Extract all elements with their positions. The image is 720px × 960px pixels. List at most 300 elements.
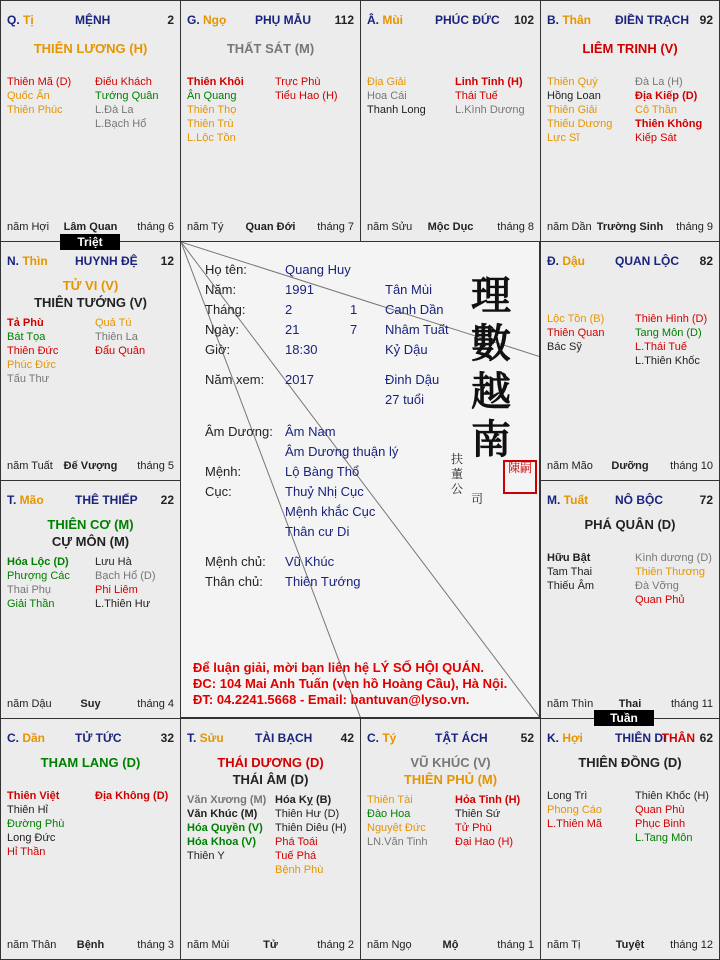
footer-stage: Suy bbox=[80, 698, 101, 710]
minor-star: L.Kình Dương bbox=[455, 104, 525, 116]
palace-stem: G. bbox=[187, 13, 200, 27]
minor-star: Lực Sĩ bbox=[547, 132, 580, 144]
minor-star: Phong Cáo bbox=[547, 804, 603, 816]
palace-the-thiep bbox=[0, 480, 181, 719]
footer-month: tháng 1 bbox=[497, 939, 534, 951]
palace-header bbox=[547, 493, 713, 507]
minor-star: Nguyệt Đức bbox=[367, 822, 426, 834]
footer-year: năm Mùi bbox=[187, 939, 230, 951]
minor-stars-left bbox=[547, 75, 612, 145]
palace-number: 102 bbox=[513, 13, 534, 27]
footer-stage: Dưỡng bbox=[611, 460, 649, 472]
major-star: THIÊN ĐỒNG (D) bbox=[578, 755, 682, 770]
minor-star: Thiên Không bbox=[635, 118, 703, 130]
value-thang-al: 1 bbox=[350, 302, 358, 317]
minor-star: Thanh Long bbox=[367, 104, 426, 116]
palace-number: 72 bbox=[699, 493, 713, 507]
palace-stem: C. bbox=[7, 731, 19, 745]
palace-position bbox=[7, 13, 34, 27]
calligraphy-vertical-1: 扶 董 公 bbox=[451, 452, 464, 496]
minor-stars-right bbox=[95, 316, 145, 358]
value-ho-ten: Quang Huy bbox=[285, 262, 351, 277]
footer-stage: Mộ bbox=[442, 939, 459, 951]
center-info-panel bbox=[180, 241, 540, 718]
minor-star: Thiên Quý bbox=[547, 76, 598, 88]
palace-header bbox=[187, 731, 354, 745]
palace-header bbox=[7, 13, 174, 27]
palace-footer bbox=[367, 221, 534, 235]
value-cuc-2: Mệnh khắc Cục bbox=[285, 504, 376, 519]
minor-stars-right bbox=[455, 793, 520, 849]
palace-stem: N. bbox=[7, 254, 19, 268]
palace-header bbox=[547, 254, 713, 268]
palace-stem: T. bbox=[187, 731, 197, 745]
footer-year: năm Mão bbox=[547, 460, 593, 472]
value-menh: Lộ Bàng Thổ bbox=[285, 464, 360, 479]
minor-star: Thiên Sứ bbox=[455, 808, 501, 820]
palace-name: TỬ TỨC bbox=[75, 731, 122, 745]
minor-star: Thiếu Dương bbox=[547, 118, 613, 130]
minor-stars-left bbox=[547, 312, 604, 354]
palace-header bbox=[367, 13, 534, 27]
palace-header bbox=[367, 731, 534, 745]
major-star: THIÊN PHỦ (M) bbox=[403, 772, 498, 787]
major-star: THẤT SÁT (M) bbox=[226, 41, 315, 56]
label-menh-chu: Mệnh chủ: bbox=[205, 554, 266, 569]
minor-star: Thiên Hỉ bbox=[7, 804, 48, 816]
palace-header bbox=[547, 13, 713, 27]
palace-name: QUAN LỘC bbox=[615, 254, 679, 268]
palace-position bbox=[367, 13, 403, 27]
label-nam: Năm: bbox=[205, 282, 237, 297]
minor-star: Quan Phù bbox=[635, 804, 685, 816]
value-than-chu: Thiên Tướng bbox=[285, 574, 361, 589]
footer-year: năm Dần bbox=[547, 221, 592, 233]
minor-star: Phượng Các bbox=[7, 570, 70, 582]
minor-star: Thai Phụ bbox=[7, 584, 52, 596]
palace-number: 12 bbox=[160, 254, 174, 268]
minor-star: Trực Phù bbox=[275, 76, 321, 88]
palace-name: THÊ THIẾP bbox=[75, 493, 138, 507]
minor-star: Thiên Giải bbox=[547, 104, 598, 116]
footer-month: tháng 3 bbox=[137, 939, 174, 951]
minor-stars-right bbox=[635, 789, 709, 845]
minor-stars-left bbox=[7, 316, 58, 386]
contact-line-3: ĐT: 04.2241.5668 - Email: bantuvan@lyso.vn. bbox=[193, 692, 470, 707]
red-seal-stamp: 陳嗣 bbox=[503, 460, 537, 494]
palace-header bbox=[7, 254, 174, 268]
palace-number: 82 bbox=[699, 254, 713, 268]
minor-star: Thiên Khốc (H) bbox=[635, 790, 709, 802]
minor-stars-left bbox=[547, 551, 594, 593]
value-am-duong-2: Âm Dương thuận lý bbox=[285, 444, 399, 459]
minor-star: Lưu Hà bbox=[95, 556, 132, 568]
contact-line-2: ĐC: 104 Mai Anh Tuấn (ven hồ Hoàng Cầu), Hà Nội. bbox=[193, 676, 508, 691]
footer-month: tháng 9 bbox=[676, 221, 713, 233]
minor-star: Đà Vỡng bbox=[635, 580, 679, 592]
minor-stars-left bbox=[7, 789, 64, 859]
palace-position bbox=[187, 731, 224, 745]
minor-star: Thiên Hư (D) bbox=[275, 808, 340, 820]
label-gio: Giờ: bbox=[205, 342, 231, 357]
footer-year: năm Tý bbox=[187, 221, 224, 233]
minor-stars-right bbox=[95, 789, 168, 803]
footer-month: tháng 2 bbox=[317, 939, 354, 951]
palace-dien-trach bbox=[540, 0, 720, 242]
major-star: THAM LANG (D) bbox=[40, 755, 141, 770]
palace-thien-di bbox=[540, 718, 720, 960]
minor-star: Bệnh Phù bbox=[275, 864, 324, 876]
minor-stars-right bbox=[95, 555, 156, 611]
value-gio: 18:30 bbox=[285, 342, 318, 357]
label-am-duong: Âm Dương: bbox=[205, 424, 273, 439]
minor-star: Thiên Việt bbox=[7, 790, 60, 802]
minor-star: Tang Môn (D) bbox=[635, 327, 702, 339]
label-menh: Mệnh: bbox=[205, 464, 242, 479]
minor-star: Bác Sỹ bbox=[547, 341, 582, 353]
minor-stars-right bbox=[95, 75, 159, 131]
minor-star: Tấu Thư bbox=[7, 373, 50, 385]
footer-month: tháng 7 bbox=[317, 221, 354, 233]
minor-star: Tả Phù bbox=[7, 317, 44, 329]
palace-number: 42 bbox=[340, 731, 354, 745]
minor-star: Thiên Mã (D) bbox=[7, 76, 72, 88]
footer-year: năm Dậu bbox=[7, 698, 52, 710]
minor-star: Long Trì bbox=[547, 790, 588, 802]
label-ho-ten: Họ tên: bbox=[205, 262, 247, 277]
calligraphy-vertical-2: 司 bbox=[471, 492, 484, 506]
minor-stars-left bbox=[367, 75, 426, 117]
minor-star: Đẩu Quân bbox=[95, 345, 146, 357]
calligraphy-char-1: 理 bbox=[471, 272, 511, 319]
minor-star: Thiếu Âm bbox=[547, 580, 595, 592]
footer-month: tháng 5 bbox=[137, 460, 174, 472]
minor-stars-right bbox=[635, 551, 712, 607]
palace-phu-mau bbox=[180, 0, 361, 242]
minor-star: Thiên Thọ bbox=[187, 104, 237, 116]
minor-stars-right bbox=[635, 75, 702, 145]
value-ngay-can: Nhâm Tuất bbox=[385, 322, 449, 337]
minor-star: L.Thiên Khốc bbox=[635, 355, 700, 367]
minor-star: LN.Văn Tinh bbox=[367, 836, 428, 848]
palace-footer bbox=[7, 221, 174, 235]
palace-header bbox=[187, 13, 354, 27]
footer-month: tháng 4 bbox=[137, 698, 174, 710]
label-nam-xem: Năm xem: bbox=[205, 372, 265, 387]
minor-star: L.Đà La bbox=[95, 104, 134, 116]
minor-star: Bát Tọa bbox=[7, 331, 46, 343]
minor-stars-left bbox=[187, 75, 244, 145]
minor-star: Địa Giải bbox=[367, 76, 407, 88]
minor-star: Địa Kiếp (D) bbox=[635, 90, 698, 102]
major-star: TỬ VI (V) bbox=[62, 278, 119, 293]
palace-tai-bach bbox=[180, 718, 361, 960]
palace-footer bbox=[187, 221, 354, 235]
minor-star: L.Bạch Hổ bbox=[95, 118, 147, 130]
palace-than-label: THÂN bbox=[661, 731, 695, 745]
palace-header bbox=[547, 731, 713, 745]
palace-name: THIÊN DI bbox=[615, 731, 667, 745]
minor-stars-left bbox=[7, 555, 70, 611]
palace-name: ĐIỀN TRẠCH bbox=[615, 13, 689, 27]
minor-star: Thiên Trù bbox=[187, 118, 234, 130]
minor-star: Thiên Y bbox=[187, 850, 225, 862]
major-star: CỰ MÔN (M) bbox=[51, 534, 130, 549]
palace-footer bbox=[547, 460, 713, 474]
palace-number: 112 bbox=[334, 13, 354, 27]
palace-name: TẬT ÁCH bbox=[435, 731, 488, 745]
footer-year: năm Thìn bbox=[547, 698, 594, 710]
major-star: VŨ KHÚC (V) bbox=[410, 755, 491, 770]
footer-month: tháng 6 bbox=[137, 221, 174, 233]
palace-branch: Tị bbox=[19, 13, 34, 27]
value-ngay-al: 7 bbox=[350, 322, 358, 337]
palace-footer bbox=[187, 939, 354, 953]
major-star: THÁI DƯƠNG (D) bbox=[217, 755, 324, 770]
major-star: THIÊN TƯỚNG (V) bbox=[34, 295, 147, 310]
palace-position bbox=[547, 493, 588, 507]
palace-no-boc bbox=[540, 480, 720, 719]
value-am-duong: Âm Nam bbox=[285, 424, 336, 439]
minor-star: Phá Toái bbox=[275, 836, 318, 848]
minor-star: Đường Phù bbox=[7, 818, 65, 830]
label-cuc: Cục: bbox=[205, 484, 232, 499]
footer-month: tháng 8 bbox=[497, 221, 534, 233]
calligraphy-char-3: 越 bbox=[471, 368, 511, 415]
footer-stage: Đế Vượng bbox=[63, 460, 118, 472]
label-ngay: Ngày: bbox=[205, 322, 239, 337]
minor-star: Phi Liêm bbox=[95, 584, 138, 596]
minor-star: Linh Tinh (H) bbox=[455, 76, 523, 88]
minor-star: Kình dương (D) bbox=[635, 552, 712, 564]
value-gio-can: Kỷ Dậu bbox=[385, 342, 428, 357]
minor-star: Cô Thần bbox=[635, 104, 677, 116]
minor-star: Đào Hoa bbox=[367, 808, 411, 820]
palace-branch: Hợi bbox=[559, 731, 583, 745]
palace-huynh-de bbox=[0, 241, 181, 481]
palace-branch: Dậu bbox=[559, 254, 586, 268]
value-nam-xem-can: Đinh Dậu bbox=[385, 372, 440, 387]
minor-star: Kiếp Sát bbox=[635, 132, 677, 144]
tuan-marker: Tuần bbox=[594, 710, 654, 726]
palace-branch: Thân bbox=[559, 13, 591, 27]
palace-position bbox=[367, 731, 396, 745]
palace-stem: M. bbox=[547, 493, 561, 507]
palace-name: PHÚC ĐỨC bbox=[435, 13, 500, 27]
minor-star: Bạch Hổ (D) bbox=[95, 570, 156, 582]
minor-star: L.Thiên Hư bbox=[95, 598, 151, 610]
minor-star: Văn Xương (M) bbox=[187, 794, 267, 806]
footer-stage: Tuyệt bbox=[615, 939, 645, 951]
major-star: THIÊN CƠ (M) bbox=[47, 517, 134, 532]
minor-star: Đà La (H) bbox=[635, 76, 683, 88]
palace-stem: B. bbox=[547, 13, 559, 27]
minor-star: L.Tang Môn bbox=[635, 832, 693, 844]
minor-star: Quan Phủ bbox=[635, 594, 685, 606]
palace-branch: Mão bbox=[16, 493, 44, 507]
label-than-chu: Thân chủ: bbox=[205, 574, 263, 589]
minor-star: L.Thái Tuế bbox=[635, 341, 687, 353]
palace-header bbox=[7, 731, 174, 745]
minor-star: Tam Thai bbox=[547, 566, 593, 578]
palace-stem: K. bbox=[547, 731, 559, 745]
footer-stage: Tử bbox=[263, 939, 278, 951]
minor-star: Tuế Phá bbox=[275, 850, 317, 862]
palace-branch: Thìn bbox=[19, 254, 48, 268]
minor-stars-right bbox=[275, 793, 347, 877]
minor-star: Địa Không (D) bbox=[95, 790, 169, 802]
palace-branch: Sửu bbox=[196, 731, 224, 745]
footer-year: năm Hợi bbox=[7, 221, 50, 233]
minor-star: Phúc Đức bbox=[7, 359, 56, 371]
minor-star: Điếu Khách bbox=[95, 76, 152, 88]
calligraphy-logo bbox=[471, 272, 511, 464]
minor-star: Thiên Diêu (H) bbox=[275, 822, 347, 834]
major-star: THÁI ÂM (D) bbox=[232, 772, 309, 787]
minor-star: Thái Tuế bbox=[455, 90, 498, 102]
palace-position bbox=[7, 493, 44, 507]
palace-number: 2 bbox=[167, 13, 174, 27]
minor-star: Hóa Khoa (V) bbox=[187, 836, 257, 848]
palace-number: 92 bbox=[699, 13, 713, 27]
footer-stage: Trường Sinh bbox=[596, 221, 664, 233]
minor-star: Thiên La bbox=[95, 331, 138, 343]
value-ngay: 21 bbox=[285, 322, 300, 337]
minor-star: Hữu Bật bbox=[547, 552, 591, 564]
minor-star: Tiểu Hao (H) bbox=[275, 90, 338, 102]
palace-position bbox=[547, 13, 591, 27]
palace-branch: Tuất bbox=[560, 493, 589, 507]
footer-year: năm Tị bbox=[547, 939, 581, 951]
calligraphy-char-4: 南 bbox=[471, 416, 511, 463]
palace-position bbox=[187, 13, 226, 27]
palace-quan-loc bbox=[540, 241, 720, 481]
calligraphy-char-2: 數 bbox=[471, 320, 511, 367]
palace-menh bbox=[0, 0, 181, 242]
palace-number: 62 bbox=[699, 731, 713, 745]
minor-star: Đại Hao (H) bbox=[455, 836, 514, 848]
contact-block bbox=[193, 660, 507, 708]
minor-stars-left bbox=[187, 793, 266, 863]
minor-star: Thiên Quan bbox=[547, 327, 605, 339]
minor-star: Long Đức bbox=[7, 832, 56, 844]
palace-stem: T. bbox=[7, 493, 17, 507]
minor-stars-right bbox=[635, 312, 707, 368]
palace-name: TÀI BẠCH bbox=[255, 731, 313, 745]
minor-star: Thiên Khôi bbox=[187, 76, 244, 88]
palace-name: MỆNH bbox=[75, 13, 111, 27]
value-thang: 2 bbox=[285, 302, 293, 317]
footer-month: tháng 10 bbox=[670, 460, 713, 472]
minor-star: Hỏa Tinh (H) bbox=[455, 794, 521, 806]
value-thang-can: Canh Dần bbox=[385, 302, 444, 317]
palace-footer bbox=[367, 939, 534, 953]
major-star: LIÊM TRINH (V) bbox=[582, 41, 678, 56]
minor-star: Thiên Tài bbox=[367, 794, 413, 806]
contact-line-1: Để luận giải, mời bạn liên hệ LÝ SỐ HỘI QUÁN. bbox=[193, 660, 484, 675]
value-nam-can: Tân Mùi bbox=[385, 282, 432, 297]
palace-number: 52 bbox=[520, 731, 534, 745]
value-cuc: Thuỷ Nhị Cục bbox=[285, 484, 364, 499]
footer-stage: Bệnh bbox=[76, 939, 105, 951]
minor-star: Thiên Thương bbox=[635, 566, 706, 578]
value-tuoi: 27 tuổi bbox=[385, 392, 425, 407]
footer-year: năm Tuất bbox=[7, 460, 53, 472]
palace-branch: Tý bbox=[379, 731, 397, 745]
palace-stem: C. bbox=[367, 731, 379, 745]
value-cuc-3: Thân cư Di bbox=[285, 524, 350, 539]
footer-stage: Mộc Dục bbox=[427, 221, 474, 233]
palace-position bbox=[547, 254, 585, 268]
palace-footer bbox=[7, 939, 174, 953]
palace-phuc-duc bbox=[360, 0, 541, 242]
minor-star: Hóa Quyền (V) bbox=[187, 822, 263, 834]
palace-stem: Q. bbox=[7, 13, 20, 27]
palace-footer bbox=[7, 460, 174, 474]
palace-tat-ach bbox=[360, 718, 541, 960]
palace-position bbox=[547, 731, 583, 745]
palace-branch: Mùi bbox=[379, 13, 403, 27]
minor-star: Thiên Đức bbox=[7, 345, 59, 357]
minor-star: Thiên Phúc bbox=[7, 104, 63, 116]
major-star: PHÁ QUÂN (D) bbox=[584, 517, 676, 532]
minor-star: Quốc Ấn bbox=[7, 90, 50, 102]
palace-stem: Â. bbox=[367, 13, 379, 27]
footer-stage: Thai bbox=[618, 698, 642, 710]
value-nam: 1991 bbox=[285, 282, 314, 297]
minor-star: Hóa Lộc (D) bbox=[7, 556, 69, 568]
minor-stars-left bbox=[547, 789, 602, 831]
minor-star: Lộc Tồn (B) bbox=[547, 313, 605, 325]
label-thang: Tháng: bbox=[205, 302, 246, 317]
palace-branch: Ngọ bbox=[199, 13, 227, 27]
minor-stars-right bbox=[455, 75, 525, 117]
minor-star: Ân Quang bbox=[187, 90, 237, 102]
palace-name: PHỤ MẪU bbox=[255, 13, 311, 27]
value-menh-chu: Vũ Khúc bbox=[285, 554, 335, 569]
minor-star: Quả Tú bbox=[95, 317, 132, 329]
palace-footer bbox=[547, 939, 713, 953]
minor-star: Hoa Cái bbox=[367, 90, 407, 102]
minor-star: Thiên Hình (D) bbox=[635, 313, 708, 325]
palace-number: 22 bbox=[160, 493, 174, 507]
palace-footer bbox=[547, 221, 713, 235]
minor-star: Hồng Loan bbox=[547, 90, 601, 102]
minor-star: L.Thiên Mã bbox=[547, 818, 603, 830]
palace-header bbox=[7, 493, 174, 507]
palace-number: 32 bbox=[160, 731, 174, 745]
palace-tu-tuc bbox=[0, 718, 181, 960]
palace-name: HUYNH ĐỆ bbox=[75, 254, 138, 268]
footer-year: năm Thân bbox=[7, 939, 57, 951]
minor-stars-right bbox=[275, 75, 338, 103]
footer-month: tháng 12 bbox=[670, 939, 713, 951]
footer-stage: Lâm Quan bbox=[63, 221, 118, 233]
major-star: THIÊN LƯƠNG (H) bbox=[33, 41, 148, 56]
palace-branch: Dần bbox=[19, 731, 46, 745]
minor-stars-left bbox=[367, 793, 428, 849]
minor-stars-left bbox=[7, 75, 71, 117]
minor-star: Văn Khúc (M) bbox=[187, 808, 258, 820]
value-nam-xem: 2017 bbox=[285, 372, 314, 387]
palace-name: NÔ BỘC bbox=[615, 493, 663, 507]
footer-year: năm Sửu bbox=[367, 221, 413, 233]
minor-star: Phục Binh bbox=[635, 818, 686, 830]
palace-stem: Đ. bbox=[547, 254, 559, 268]
minor-star: Giải Thần bbox=[7, 598, 55, 610]
minor-star: Hỉ Thần bbox=[7, 846, 46, 858]
minor-star: Tử Phù bbox=[455, 822, 492, 834]
